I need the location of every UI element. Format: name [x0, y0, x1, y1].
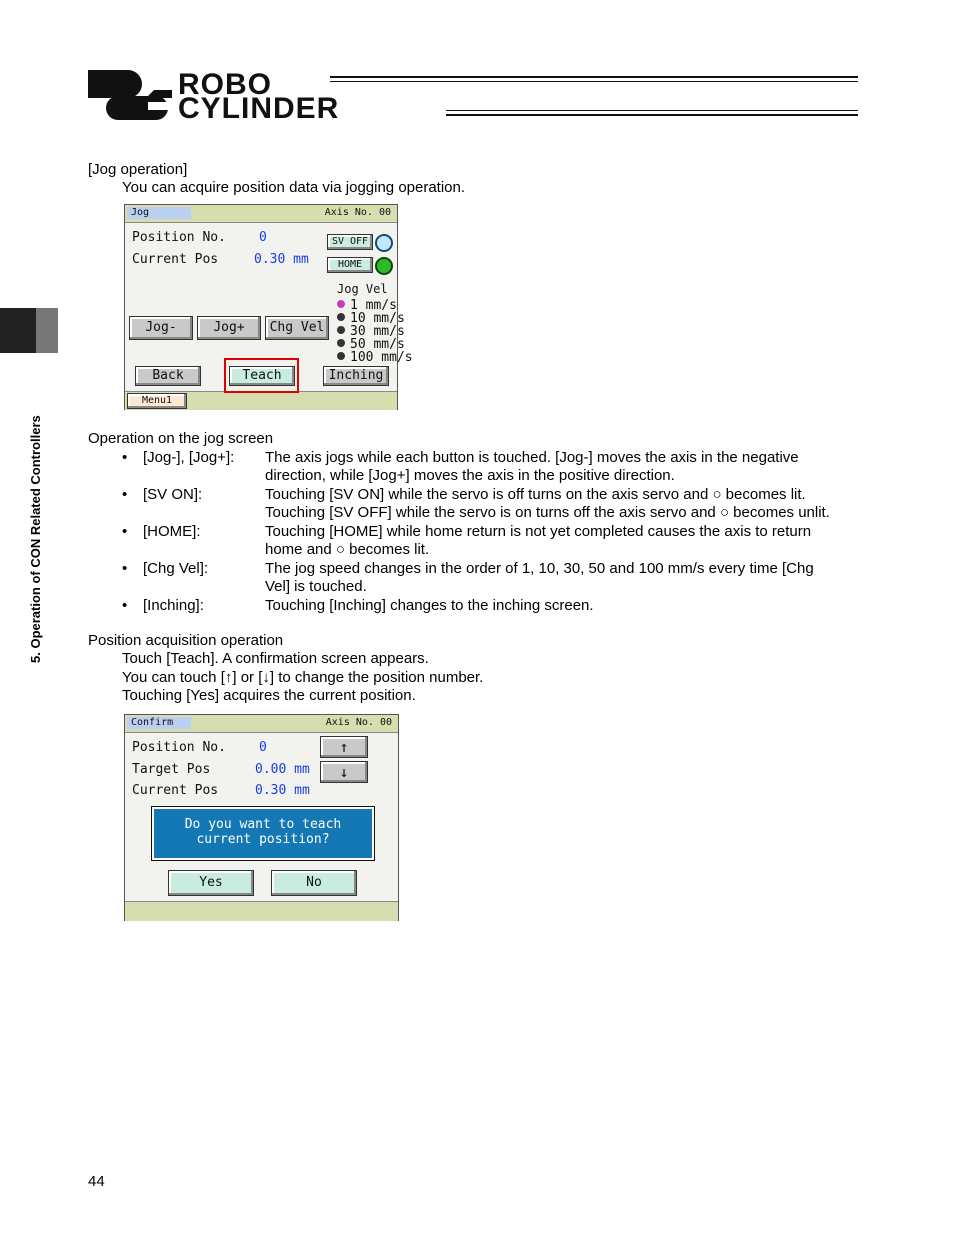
yes-button[interactable]: Yes	[168, 870, 254, 896]
section-position-line-1: Touch [Teach]. A confirmation screen appears.	[122, 650, 429, 667]
ops-desc-jog-2: direction, while [Jog+] moves the axis in the positive direction.	[265, 467, 675, 484]
ops-title: Operation on the jog screen	[88, 430, 274, 447]
section-position-line-2: You can touch [↑] or [↓] to change the position number.	[122, 669, 484, 686]
page-number: 44	[88, 1173, 105, 1190]
confirm-current-pos-label: Current Pos	[132, 783, 219, 798]
confirm-current-pos-value: 0.30 mm	[255, 783, 310, 798]
home-button[interactable]: HOME	[327, 257, 373, 273]
robo-cylinder-logo-mark	[88, 68, 172, 122]
section-title-jog: [Jog operation]	[88, 161, 188, 178]
ops-term-inching: [Inching]:	[143, 597, 204, 614]
menu1-button[interactable]: Menu1	[127, 393, 187, 409]
chapter-side-label: 5. Operation of CON Related Controllers	[28, 415, 43, 663]
confirm-message-line-1: Do you want to teach	[184, 817, 342, 832]
speed-label-30: 30 mm/s	[350, 324, 405, 339]
confirm-screen	[124, 714, 399, 921]
ops-bullet-4: •	[122, 560, 128, 577]
section-title-position: Position acquisition operation	[88, 632, 284, 649]
speed-label-50: 50 mm/s	[350, 337, 405, 352]
current-pos-value: 0.30 mm	[254, 252, 309, 267]
ops-term-sv-on: [SV ON]:	[143, 486, 203, 503]
speed-label-10: 10 mm/s	[350, 311, 405, 326]
ops-desc-sv-1: Touching [SV ON] while the servo is off turns on the axis servo and ○ becomes lit.	[265, 486, 806, 503]
ops-desc-jog-1: The axis jogs while each button is touched. [Jog-] moves the axis in the negative	[265, 449, 799, 466]
confirm-message-line-2: current position?	[196, 832, 330, 847]
header-rule-top-thin	[330, 81, 858, 82]
ops-bullet-5: •	[122, 597, 128, 614]
position-no-value: 0	[259, 230, 267, 245]
confirm-position-no-label: Position No.	[132, 740, 226, 755]
ops-desc-chg-2: Vel] is touched.	[265, 578, 367, 595]
ops-term-chg-vel: [Chg Vel]:	[143, 560, 209, 577]
header-rule-bottom	[446, 114, 858, 116]
jog-vel-label: Jog Vel	[337, 282, 388, 296]
servo-status-lamp	[375, 234, 393, 252]
jog-axis-number: Axis No. 00	[324, 207, 391, 218]
current-pos-label: Current Pos	[132, 252, 219, 267]
speed-label-1: 1 mm/s	[350, 298, 397, 313]
target-pos-value: 0.00 mm	[255, 762, 310, 777]
ops-bullet-1: •	[122, 449, 128, 466]
target-pos-label: Target Pos	[132, 762, 211, 777]
sv-off-button[interactable]: SV OFF	[327, 234, 373, 250]
speed-radio-1[interactable]	[337, 300, 345, 308]
logo-word-robo: ROBO	[178, 68, 272, 101]
header-rule-top	[330, 76, 858, 78]
chg-vel-button[interactable]: Chg Vel	[265, 316, 329, 340]
ops-bullet-2: •	[122, 486, 128, 503]
position-no-label: Position No.	[132, 230, 226, 245]
up-arrow-button[interactable]: ↑	[320, 736, 368, 758]
ops-desc-chg-1: The jog speed changes in the order of 1, 10, 30, 50 and 100 mm/s every time [Chg	[265, 560, 814, 577]
ops-term-jog: [Jog-], [Jog+]:	[143, 449, 235, 466]
jog-plus-button[interactable]: Jog+	[197, 316, 261, 340]
confirm-position-no-value: 0	[259, 740, 267, 755]
logo-word-cylinder: CYLINDER	[178, 92, 340, 125]
confirm-title-tab: Confirm	[127, 717, 191, 729]
inching-button[interactable]: Inching	[323, 366, 389, 386]
jog-title-tab: Jog	[127, 207, 191, 219]
confirm-dialog-frame	[151, 806, 375, 861]
down-arrow-button[interactable]: ↓	[320, 761, 368, 783]
speed-radio-30[interactable]	[337, 326, 345, 334]
speed-radio-100[interactable]	[337, 352, 345, 360]
speed-label-100: 100 mm/s	[350, 350, 413, 365]
ops-desc-home-2: home and ○ becomes lit.	[265, 541, 430, 558]
home-status-lamp	[375, 257, 393, 275]
jog-minus-button[interactable]: Jog-	[129, 316, 193, 340]
teach-highlight-box	[224, 358, 299, 393]
section-intro-jog: You can acquire position data via jogging operation.	[122, 179, 466, 196]
header-rule-bottom-thin	[446, 110, 858, 111]
ops-desc-inching-1: Touching [Inching] changes to the inching screen.	[265, 597, 594, 614]
ops-bullet-3: •	[122, 523, 128, 540]
back-button[interactable]: Back	[135, 366, 201, 386]
chapter-tab-gray	[36, 308, 58, 353]
ops-desc-sv-2: Touching [SV OFF] while the servo is on turns off the axis servo and ○ becomes unlit.	[265, 504, 830, 521]
chapter-tab-dark	[0, 308, 36, 353]
speed-radio-50[interactable]	[337, 339, 345, 347]
no-button[interactable]: No	[271, 870, 357, 896]
teach-button[interactable]: Teach	[229, 366, 295, 386]
speed-radio-10[interactable]	[337, 313, 345, 321]
ops-desc-home-1: Touching [HOME] while home return is not yet completed causes the axis to return	[265, 523, 812, 540]
ops-term-home: [HOME]:	[143, 523, 201, 540]
section-position-line-3: Touching [Yes] acquires the current position.	[122, 687, 416, 704]
confirm-axis-number: Axis No. 00	[325, 717, 392, 728]
confirm-bottom-bar	[125, 901, 398, 921]
